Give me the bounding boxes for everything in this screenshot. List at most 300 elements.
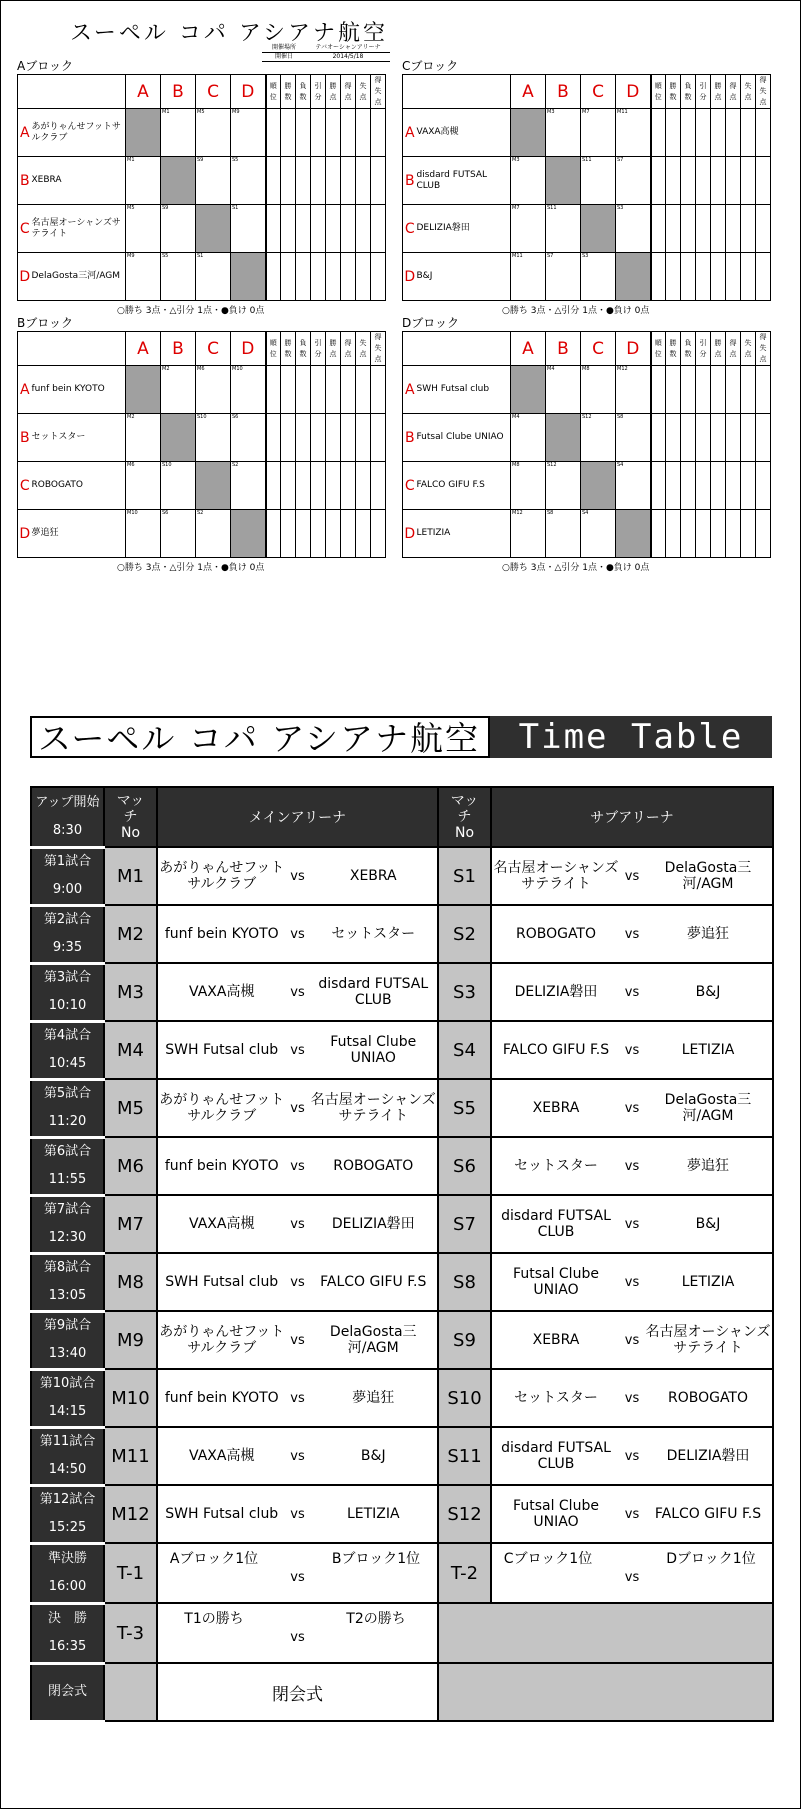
slot-label: 準決勝 — [47, 1551, 87, 1566]
stat-cell — [666, 366, 681, 414]
stat-cell — [371, 414, 386, 462]
stat-cell — [281, 366, 296, 414]
sub-match-no-header: マッチNo — [438, 787, 491, 847]
result-cell — [126, 462, 161, 510]
stat-header: 勝点 — [326, 75, 341, 109]
stat-cell — [741, 414, 756, 462]
row-letter: A — [403, 109, 417, 157]
row-letter: C — [18, 462, 32, 510]
timetable-row — [31, 1079, 773, 1137]
team-name: B&J — [417, 253, 511, 301]
main-match — [157, 847, 438, 905]
stat-cell — [266, 253, 281, 301]
main-match — [157, 1021, 438, 1079]
home-team: SWH Futsal club — [165, 1274, 279, 1290]
stat-cell — [326, 205, 341, 253]
match-code: M5 — [127, 205, 135, 211]
away-team: DelaGosta三河/AGM — [329, 1324, 417, 1356]
team-row — [403, 510, 771, 558]
sub-match — [491, 1427, 773, 1485]
col-letter-c: C — [581, 332, 616, 366]
match-code: S10 — [197, 414, 207, 420]
away-team: B&J — [695, 1216, 721, 1232]
stat-header: 得点 — [726, 75, 741, 109]
match-code: S10 — [162, 462, 172, 468]
away-team: DELIZIA磐田 — [666, 1448, 750, 1464]
league-corner — [403, 75, 511, 109]
slot-label: 第11試合 — [39, 1434, 96, 1449]
main-match-code: M1 — [104, 847, 157, 905]
main-match — [157, 1603, 438, 1663]
match-code: S3 — [582, 253, 589, 259]
stat-header: 引分 — [696, 75, 711, 109]
match-code: M2 — [127, 414, 135, 420]
away-team: 夢追狂 — [687, 1158, 729, 1174]
stat-cell — [696, 462, 711, 510]
col-letter-c: C — [196, 75, 231, 109]
team-row — [403, 366, 771, 414]
league-header-row — [18, 332, 386, 366]
away-team: B&J — [695, 984, 721, 1000]
main-match — [157, 1485, 438, 1543]
block-label-b: Bブロック — [17, 316, 73, 330]
timetable-header-row — [31, 787, 773, 847]
away-team: LETIZIA — [681, 1042, 735, 1058]
stat-header: 失点 — [356, 75, 371, 109]
away-team: 夢追狂 — [352, 1390, 395, 1406]
empty-cell — [438, 1663, 773, 1721]
stat-header: 順位 — [651, 75, 666, 109]
slot-time: 16:00 — [48, 1579, 87, 1594]
timetable-row — [31, 847, 773, 905]
home-team: セットスター — [514, 1390, 598, 1406]
stat-header: 失点 — [741, 75, 756, 109]
slot-label: 第12試合 — [39, 1492, 96, 1507]
result-cell — [546, 462, 581, 510]
stat-cell — [326, 414, 341, 462]
match-code: M12 — [512, 510, 523, 516]
main-match-code: M7 — [104, 1195, 157, 1253]
home-team: XEBRA — [532, 1332, 580, 1348]
team-name: セットスター — [32, 414, 126, 462]
stat-cell — [341, 109, 356, 157]
stat-cell — [311, 510, 326, 558]
vs-label: vs — [290, 1100, 305, 1116]
stat-header: 引分 — [311, 75, 326, 109]
home-team: SWH Futsal club — [165, 1042, 279, 1058]
team-name: DELIZIA磐田 — [417, 205, 511, 253]
team-row — [18, 510, 386, 558]
stat-cell — [696, 157, 711, 205]
vs-label: vs — [290, 1630, 305, 1645]
main-match — [157, 1253, 438, 1311]
stat-cell — [741, 253, 756, 301]
stat-cell — [371, 510, 386, 558]
timetable-row — [31, 1311, 773, 1369]
stat-header: 勝点 — [711, 75, 726, 109]
home-team: Aブロック1位 — [169, 1551, 259, 1567]
vs-label: vs — [624, 1570, 640, 1585]
diagonal-cell — [581, 205, 616, 253]
main-match-code: M6 — [104, 1137, 157, 1195]
diagonal-cell — [231, 253, 266, 301]
match-code: S6 — [232, 414, 239, 420]
row-letter: D — [18, 510, 32, 558]
match-code: M7 — [582, 109, 590, 115]
col-letter-a: A — [511, 332, 546, 366]
main-match — [157, 963, 438, 1021]
away-team: 夢追狂 — [687, 926, 729, 942]
main-match — [157, 905, 438, 963]
timetable-row — [31, 1427, 773, 1485]
stat-cell — [666, 157, 681, 205]
sub-match — [491, 1021, 773, 1079]
stat-cell — [281, 205, 296, 253]
slot-cell — [31, 905, 104, 963]
sub-match-code: S12 — [438, 1485, 491, 1543]
vs-label: vs — [624, 1042, 640, 1058]
result-cell — [196, 366, 231, 414]
home-team: セットスター — [514, 1158, 598, 1174]
vs-label: vs — [624, 868, 640, 884]
stat-cell — [741, 109, 756, 157]
slot-time: 16:35 — [48, 1639, 87, 1654]
vs-label: vs — [624, 1216, 640, 1232]
block-label-c: Cブロック — [402, 59, 459, 73]
warmup-time: 8:30 — [52, 822, 83, 838]
home-team: あがりゃんせフットサルクラブ — [159, 860, 285, 892]
away-team: FALCO GIFU F.S — [320, 1274, 427, 1290]
result-cell — [161, 205, 196, 253]
home-team: disdard FUTSAL CLUB — [501, 1440, 611, 1472]
slot-label: 閉会式 — [47, 1684, 87, 1699]
result-cell — [161, 109, 196, 157]
stat-cell — [341, 205, 356, 253]
sub-arena-header: サブアリーナ — [491, 787, 773, 847]
stat-cell — [651, 157, 666, 205]
result-cell — [126, 414, 161, 462]
result-cell — [231, 462, 266, 510]
page-title: スーペル コパ アシアナ航空 — [70, 21, 389, 46]
league-header-row — [403, 75, 771, 109]
stat-header: 順位 — [651, 332, 666, 366]
stat-cell — [311, 157, 326, 205]
warmup-label: アップ開始 — [35, 794, 100, 810]
team-row — [403, 253, 771, 301]
result-cell — [231, 157, 266, 205]
stat-cell — [266, 462, 281, 510]
stat-cell — [741, 510, 756, 558]
stat-header: 順位 — [266, 75, 281, 109]
match-code: S8 — [617, 414, 624, 420]
main-arena-header: メインアリーナ — [157, 787, 438, 847]
vs-label: vs — [290, 1216, 305, 1232]
stat-cell — [756, 366, 771, 414]
home-team: disdard FUTSAL CLUB — [501, 1208, 611, 1240]
slot-label: 第7試合 — [43, 1202, 92, 1217]
col-letter-c: C — [196, 332, 231, 366]
home-team: 名古屋オーシャンズサテライト — [493, 860, 619, 892]
sub-match-code: S4 — [438, 1021, 491, 1079]
row-letter: C — [18, 205, 32, 253]
result-cell — [581, 253, 616, 301]
stat-cell — [356, 510, 371, 558]
away-team: T2の勝ち — [346, 1611, 406, 1627]
team-row — [18, 109, 386, 157]
stat-cell — [681, 366, 696, 414]
empty-cell — [438, 1603, 773, 1663]
team-name: funf bein KYOTO — [32, 366, 126, 414]
match-code: S2 — [232, 462, 239, 468]
stat-cell — [356, 253, 371, 301]
col-letter-b: B — [546, 332, 581, 366]
timetable-title: スーペル コパ アシアナ航空 — [30, 716, 490, 758]
sub-match — [491, 847, 773, 905]
timetable-label: Time Table — [490, 716, 772, 758]
away-team: Dブロック1位 — [666, 1551, 756, 1567]
timetable-row — [31, 1253, 773, 1311]
stat-cell — [341, 414, 356, 462]
match-code: S3 — [617, 205, 624, 211]
stat-cell — [756, 414, 771, 462]
stat-cell — [356, 414, 371, 462]
slot-cell — [31, 1021, 104, 1079]
sub-match-code: S8 — [438, 1253, 491, 1311]
match-code: S4 — [582, 510, 589, 516]
row-letter: B — [403, 414, 417, 462]
stat-cell — [311, 462, 326, 510]
stat-cell — [681, 109, 696, 157]
slot-cell — [31, 1369, 104, 1427]
col-letter-b: B — [546, 75, 581, 109]
home-team: Cブロック1位 — [503, 1551, 593, 1567]
result-cell — [126, 157, 161, 205]
stat-cell — [681, 253, 696, 301]
final-row — [31, 1603, 773, 1663]
slot-cell — [31, 1253, 104, 1311]
stat-cell — [651, 462, 666, 510]
sub-match — [491, 1311, 773, 1369]
stat-header: 勝数 — [666, 75, 681, 109]
result-cell — [196, 510, 231, 558]
diagonal-cell — [511, 366, 546, 414]
home-team: funf bein KYOTO — [164, 1158, 279, 1174]
result-cell — [616, 414, 651, 462]
away-team: disdard FUTSAL CLUB — [318, 976, 429, 1008]
stat-cell — [651, 253, 666, 301]
team-name: FALCO GIFU F.S — [417, 462, 511, 510]
team-name: ROBOGATO — [32, 462, 126, 510]
main-match — [157, 1369, 438, 1427]
stat-header: 得失点 — [756, 332, 771, 366]
diagonal-cell — [616, 510, 651, 558]
col-letter-d: D — [616, 332, 651, 366]
match-code: M9 — [127, 253, 135, 259]
result-cell — [511, 157, 546, 205]
stat-cell — [356, 109, 371, 157]
diagonal-cell — [126, 109, 161, 157]
result-cell — [616, 205, 651, 253]
row-letter: D — [403, 253, 417, 301]
stat-cell — [696, 253, 711, 301]
team-row — [403, 414, 771, 462]
stat-cell — [281, 510, 296, 558]
slot-label: 第2試合 — [43, 912, 92, 927]
team-name: 夢追狂 — [32, 510, 126, 558]
stat-cell — [311, 109, 326, 157]
stat-header: 得失点 — [756, 75, 771, 109]
result-cell — [616, 109, 651, 157]
stat-header: 得失点 — [371, 332, 386, 366]
vs-label: vs — [624, 1332, 640, 1348]
stat-cell — [681, 205, 696, 253]
match-code: M7 — [512, 205, 520, 211]
row-letter: A — [18, 366, 32, 414]
league-corner — [403, 332, 511, 366]
team-row — [403, 109, 771, 157]
team-row — [18, 414, 386, 462]
diagonal-cell — [616, 253, 651, 301]
team-name: XEBRA — [32, 157, 126, 205]
result-cell — [511, 414, 546, 462]
timetable-row — [31, 1485, 773, 1543]
stat-cell — [296, 510, 311, 558]
match-code: S5 — [232, 157, 239, 163]
stat-header: 勝点 — [326, 332, 341, 366]
result-cell — [196, 157, 231, 205]
main-match-code: M12 — [104, 1485, 157, 1543]
slot-time: 9:00 — [52, 882, 83, 897]
result-cell — [581, 109, 616, 157]
main-match-code: M3 — [104, 963, 157, 1021]
diagonal-cell — [546, 157, 581, 205]
col-letter-a: A — [511, 75, 546, 109]
stat-cell — [696, 414, 711, 462]
sub-match-code: S1 — [438, 847, 491, 905]
home-team: SWH Futsal club — [165, 1506, 279, 1522]
match-code: S5 — [162, 253, 169, 259]
stat-cell — [756, 205, 771, 253]
stat-cell — [726, 253, 741, 301]
sub-match — [491, 1485, 773, 1543]
stat-cell — [281, 253, 296, 301]
slot-cell — [31, 963, 104, 1021]
slot-time: 11:20 — [48, 1114, 87, 1129]
result-cell — [196, 253, 231, 301]
slot-label: 第4試合 — [43, 1028, 92, 1043]
stat-cell — [341, 157, 356, 205]
stat-cell — [666, 462, 681, 510]
stat-cell — [696, 510, 711, 558]
stat-cell — [296, 205, 311, 253]
col-letter-c: C — [581, 75, 616, 109]
match-code: S7 — [617, 157, 624, 163]
block-label-a: Aブロック — [17, 59, 73, 73]
slot-cell — [31, 1427, 104, 1485]
stat-cell — [726, 109, 741, 157]
slot-cell — [31, 1543, 104, 1603]
match-code: M3 — [512, 157, 520, 163]
slot-time: 14:15 — [48, 1404, 87, 1419]
stat-cell — [651, 205, 666, 253]
diagonal-cell — [546, 414, 581, 462]
match-code: M6 — [197, 366, 205, 372]
team-name: 名古屋オーシャンズサテライト — [32, 205, 126, 253]
main-match-code: T-3 — [104, 1603, 157, 1663]
result-cell — [511, 253, 546, 301]
stat-cell — [726, 366, 741, 414]
match-code: S11 — [547, 205, 557, 211]
stat-header: 順位 — [266, 332, 281, 366]
result-cell — [126, 253, 161, 301]
stat-cell — [341, 510, 356, 558]
match-code: M1 — [127, 157, 135, 163]
stat-cell — [266, 414, 281, 462]
match-code: S9 — [162, 205, 169, 211]
main-match — [157, 1311, 438, 1369]
league-table-b — [17, 331, 386, 558]
match-code: M2 — [162, 366, 170, 372]
sub-match-code: S9 — [438, 1311, 491, 1369]
stat-cell — [681, 414, 696, 462]
slot-cell — [31, 1137, 104, 1195]
diagonal-cell — [126, 366, 161, 414]
result-cell — [546, 109, 581, 157]
result-cell — [616, 157, 651, 205]
vs-label: vs — [290, 1042, 305, 1058]
slot-time: 9:35 — [52, 940, 83, 955]
stat-cell — [711, 109, 726, 157]
stat-cell — [356, 462, 371, 510]
col-letter-a: A — [126, 332, 161, 366]
closing-ceremony: 閉会式 — [157, 1663, 438, 1721]
stat-cell — [281, 462, 296, 510]
diagonal-cell — [161, 157, 196, 205]
match-code: S2 — [197, 510, 204, 516]
sub-match-code: S11 — [438, 1427, 491, 1485]
sub-match-code: S10 — [438, 1369, 491, 1427]
team-name: VAXA高槻 — [417, 109, 511, 157]
stat-cell — [741, 366, 756, 414]
sub-match-code: S7 — [438, 1195, 491, 1253]
sub-match — [491, 1369, 773, 1427]
main-match — [157, 1079, 438, 1137]
vs-label: vs — [290, 984, 305, 1000]
result-cell — [581, 157, 616, 205]
result-cell — [161, 253, 196, 301]
stat-cell — [326, 366, 341, 414]
home-team: DELIZIA磐田 — [514, 984, 598, 1000]
stat-cell — [741, 462, 756, 510]
home-team: VAXA高槻 — [189, 1216, 255, 1232]
timetable-row — [31, 1021, 773, 1079]
result-cell — [616, 366, 651, 414]
stat-header: 負数 — [681, 332, 696, 366]
match-code: S7 — [547, 253, 554, 259]
stat-header: 負数 — [296, 332, 311, 366]
match-code: M3 — [547, 109, 555, 115]
col-letter-d: D — [231, 75, 266, 109]
home-team: ROBOGATO — [515, 926, 597, 942]
block-label-d: Dブロック — [402, 316, 460, 330]
stat-cell — [726, 205, 741, 253]
stat-cell — [311, 414, 326, 462]
slot-cell — [31, 847, 104, 905]
league-corner — [18, 75, 126, 109]
match-code: M11 — [512, 253, 523, 259]
result-cell — [161, 366, 196, 414]
closing-row — [31, 1663, 773, 1721]
